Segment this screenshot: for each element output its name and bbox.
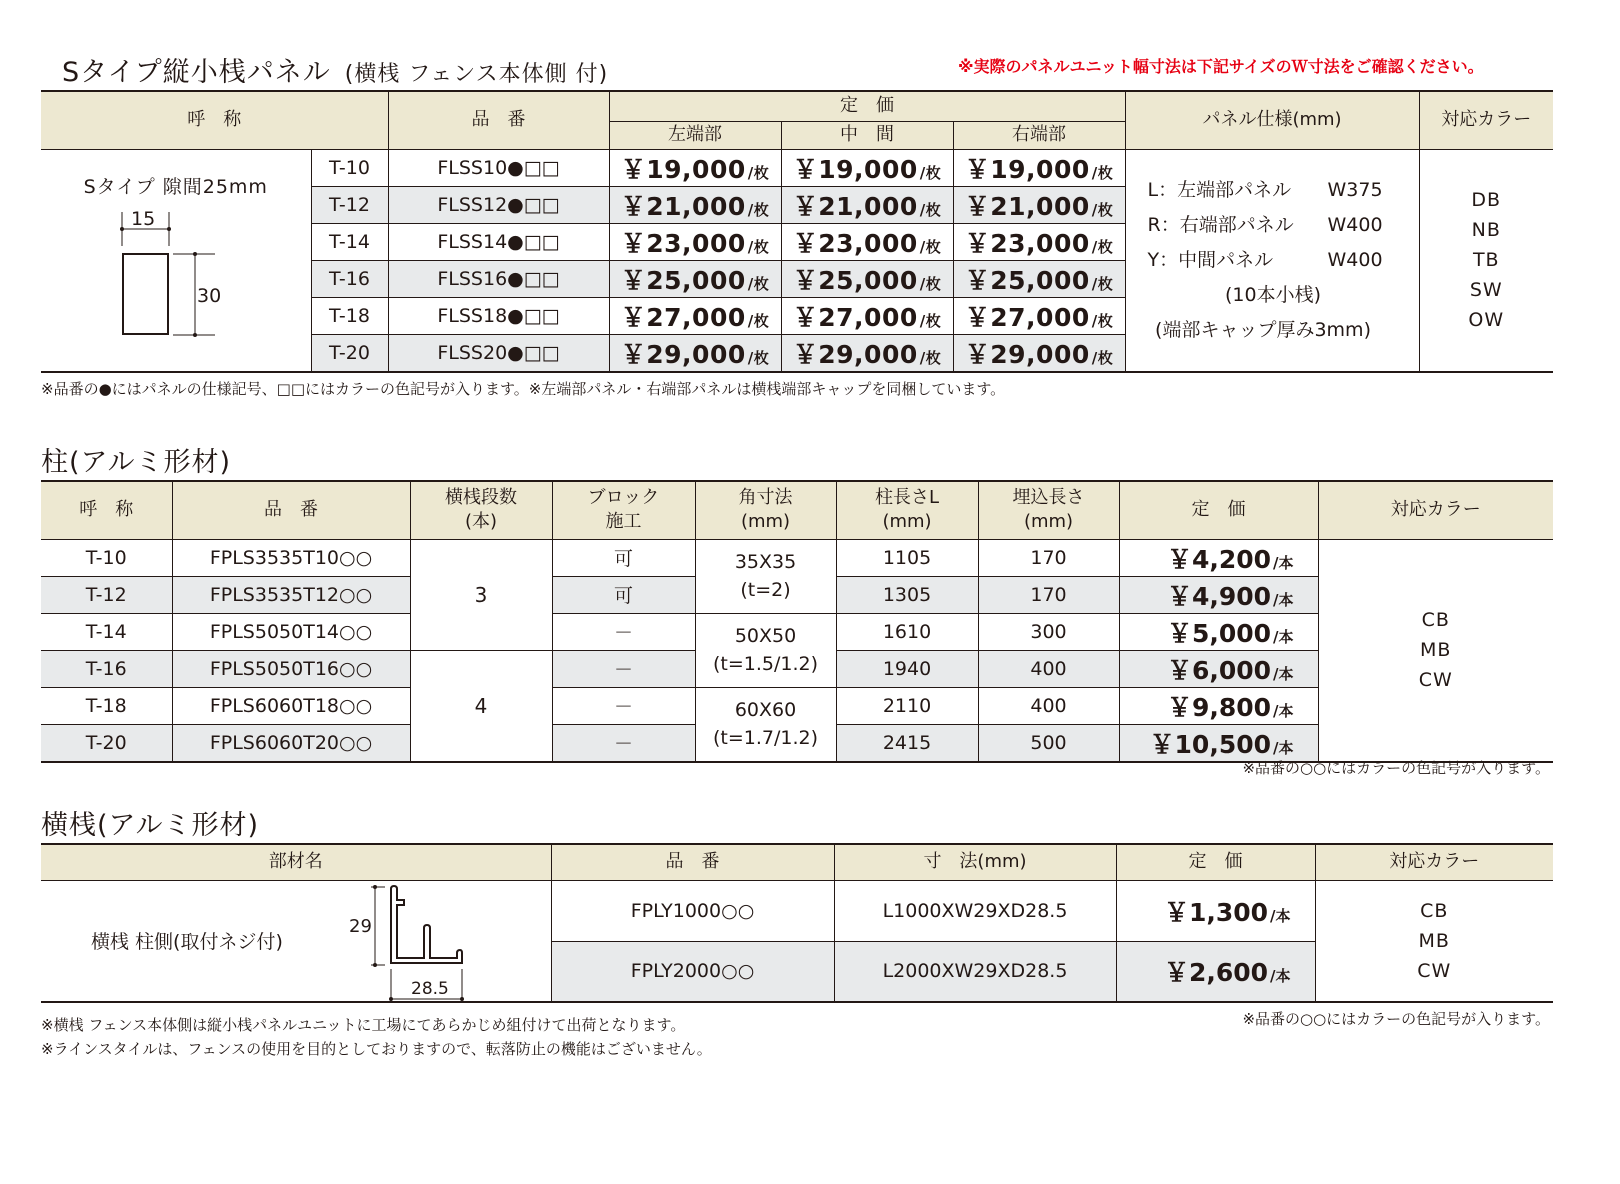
block-cell: 可 [552,576,695,613]
price-left: ￥29,000 /枚 [609,334,781,372]
part-no-cell: FLSS12●□□ [388,186,609,223]
part-no-cell: FLSS14●□□ [388,223,609,260]
embed-cell: 500 [978,724,1119,762]
panel-subtitle: (横桟 フェンス本体側 付) [344,62,609,87]
header-colors: 対応カラー [1419,91,1553,149]
price-cell: ￥4,900 /本 [1119,576,1318,613]
part-no-cell: FPLY1000○○ [551,880,834,941]
rail-price-table [41,843,1553,1003]
embed-cell: 300 [978,613,1119,650]
price-right: ￥19,000 /枚 [953,149,1125,186]
post-footnote: ※品番の○○にはカラーの色記号が入ります。 [1242,759,1550,777]
dim-cell: 35X35 (t=2) [695,539,836,613]
price-left: ￥23,000 /枚 [609,223,781,260]
dims-cell: L2000XW29XD28.5 [834,941,1116,1002]
spec-note-slats: (10本小桟) [1225,283,1322,306]
block-cell: － [552,650,695,687]
size-cell: T-12 [41,576,172,613]
part-no-cell: FPLS5050T16○○ [172,650,410,687]
price-middle: ￥29,000 /枚 [781,334,953,372]
type-cell [41,149,311,372]
header-price: 定 価 [609,91,1125,121]
rail-colors-cell [1315,880,1553,1002]
length-cell: 1940 [836,650,978,687]
color-code: MB [1420,639,1452,661]
price-left: ￥19,000 /枚 [609,149,781,186]
size-cell: T-18 [311,297,388,334]
panel-price-table [41,90,1553,373]
header-colors: 対応カラー [1315,844,1553,880]
post-price-table [41,480,1553,763]
price-cell: ￥6,000 /本 [1119,650,1318,687]
rail-section-title: 横桟(アルミ形材) [41,810,259,841]
color-code: CB [1420,899,1449,922]
block-cell: 可 [552,539,695,576]
price-right: ￥27,000 /枚 [953,297,1125,334]
color-code: NB [1471,219,1501,241]
part-no-cell: FLSS18●□□ [388,297,609,334]
post-colors-cell [1318,539,1553,762]
part-no-cell: FPLS6060T18○○ [172,687,410,724]
price-cell: ￥1,300 /本 [1116,880,1315,941]
size-cell: T-16 [311,260,388,297]
width-label: 15 [131,207,156,230]
color-code: SW [1469,279,1503,301]
size-cell: T-14 [311,223,388,260]
header-name: 呼 称 [41,481,172,539]
color-code: TB [1472,249,1500,271]
rails-cell: 3 [410,539,552,650]
part-no-cell: FLSS16●□□ [388,260,609,297]
header-part-no: 品 番 [388,91,609,149]
dim-cell: 60X60 (t=1.7/1.2) [695,687,836,762]
price-middle: ￥21,000 /枚 [781,186,953,223]
rail-footnote-1: ※横桟 フェンス本体側は縦小桟パネルユニットに工場にてあらかじめ組付けて出荷となります。 [41,1016,686,1034]
length-cell: 1305 [836,576,978,613]
part-no-cell: FLSS20●□□ [388,334,609,372]
part-no-cell: FPLS3535T10○○ [172,539,410,576]
spec-left-value: W375 [1327,178,1383,201]
block-cell: － [552,613,695,650]
price-middle: ￥23,000 /枚 [781,223,953,260]
color-code: DB [1471,189,1502,211]
size-cell: T-20 [311,334,388,372]
table-row [41,880,1553,941]
width-label: 28.5 [411,978,449,999]
price-right: ￥25,000 /枚 [953,260,1125,297]
part-no-cell: FLSS10●□□ [388,149,609,186]
header-left-end: 左端部 [609,121,781,149]
panel-colors-cell [1419,149,1553,372]
size-cell: T-18 [41,687,172,724]
price-middle: ￥27,000 /枚 [781,297,953,334]
color-code: CW [1417,959,1452,982]
color-code: MB [1418,929,1450,952]
header-member: 部材名 [41,844,551,880]
block-cell: － [552,687,695,724]
rail-cross-section-diagram [341,883,501,1003]
length-cell: 2415 [836,724,978,762]
size-cell: T-10 [311,149,388,186]
color-code: CW [1418,669,1453,691]
table-row [41,539,1553,576]
price-cell: ￥10,500 /本 [1119,724,1318,762]
header-embed: 埋込長さ (mm) [978,481,1119,539]
price-left: ￥25,000 /枚 [609,260,781,297]
embed-cell: 170 [978,539,1119,576]
price-cell: ￥4,200 /本 [1119,539,1318,576]
price-right: ￥21,000 /枚 [953,186,1125,223]
part-no-cell: FPLY2000○○ [551,941,834,1002]
price-right: ￥23,000 /枚 [953,223,1125,260]
panel-title-text: Sタイプ縦小桟パネル [62,57,331,88]
header-part-no: 品 番 [172,481,410,539]
price-middle: ￥25,000 /枚 [781,260,953,297]
price-middle: ￥19,000 /枚 [781,149,953,186]
embed-cell: 400 [978,687,1119,724]
block-cell: － [552,724,695,762]
size-cell: T-16 [41,650,172,687]
dims-cell: L1000XW29XD28.5 [834,880,1116,941]
spec-middle-label: Y：中間パネル [1147,248,1274,271]
member-cell [41,880,551,1002]
rail-footnote-2: ※ラインスタイルは、フェンスの使用を目的としておりますので、転落防止の機能はございません。 [41,1040,712,1058]
height-label: 30 [197,284,222,307]
header-price: 定 価 [1116,844,1315,880]
size-cell: T-14 [41,613,172,650]
spec-left-label: L：左端部パネル [1147,178,1292,201]
spec-middle-value: W400 [1327,248,1383,271]
rails-cell: 4 [410,650,552,762]
header-middle: 中 間 [781,121,953,149]
member-name: 横桟 柱側(取付ネジ付) [91,930,283,953]
color-code: CB [1421,609,1450,631]
rail-footnote-right: ※品番の○○にはカラーの色記号が入ります。 [1242,1010,1550,1028]
part-no-cell: FPLS5050T14○○ [172,613,410,650]
height-label: 29 [349,915,372,937]
price-left: ￥27,000 /枚 [609,297,781,334]
panel-spec-cell [1125,149,1419,372]
price-right: ￥29,000 /枚 [953,334,1125,372]
price-cell: ￥5,000 /本 [1119,613,1318,650]
header-part-no: 品 番 [551,844,834,880]
spec-right-value: W400 [1327,213,1383,236]
price-cell: ￥9,800 /本 [1119,687,1318,724]
header-size: 角寸法 (mm) [695,481,836,539]
spec-right-label: R：右端部パネル [1147,213,1294,236]
spec-note-cap: (端部キャップ厚み3mm) [1155,318,1371,341]
length-cell: 2110 [836,687,978,724]
header-price: 定 価 [1119,481,1318,539]
header-block: ブロック 施工 [552,481,695,539]
color-code: OW [1468,309,1505,331]
part-no-cell: FPLS6060T20○○ [172,724,410,762]
size-cell: T-10 [41,539,172,576]
table-row [41,149,1553,186]
length-cell: 1610 [836,613,978,650]
panel-section-title [62,50,608,89]
size-cell: T-12 [311,186,388,223]
price-cell: ￥2,600 /本 [1116,941,1315,1002]
header-right-end: 右端部 [953,121,1125,149]
header-rails: 横桟段数 (本) [410,481,552,539]
panel-footnote: ※品番の●にはパネルの仕様記号、□□にはカラーの色記号が入ります。※左端部パネル・右端部パネルは横桟端部キャップを同梱しています。 [41,380,1006,398]
panel-width-warning: ※実際のパネルユニット幅寸法は下記サイズのＷ寸法をご確認ください。 [958,57,1484,76]
header-colors: 対応カラー [1318,481,1553,539]
embed-cell: 170 [978,576,1119,613]
header-name: 呼 称 [41,91,388,149]
price-left: ￥21,000 /枚 [609,186,781,223]
post-section-title: 柱(アルミ形材) [41,447,231,478]
length-cell: 1105 [836,539,978,576]
size-cell: T-20 [41,724,172,762]
part-no-cell: FPLS3535T12○○ [172,576,410,613]
header-dims: 寸 法(mm) [834,844,1116,880]
header-panel-spec: パネル仕様(mm) [1125,91,1419,149]
type-label: Sタイプ 隙間25mm [83,175,268,198]
header-length: 柱長さL (mm) [836,481,978,539]
dim-cell: 50X50 (t=1.5/1.2) [695,613,836,687]
slat-cross-section-diagram [105,202,255,352]
embed-cell: 400 [978,650,1119,687]
